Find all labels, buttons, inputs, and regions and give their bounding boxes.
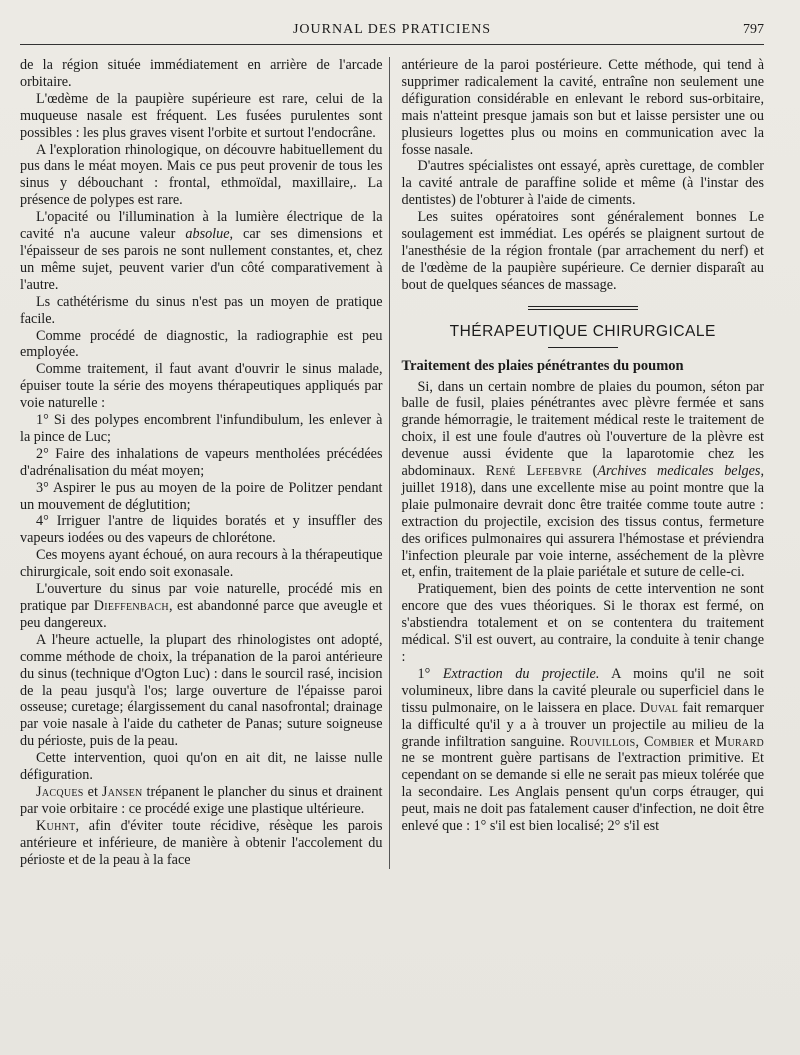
title-underline <box>548 347 618 348</box>
section-title: THÉRAPEUTIQUE CHIRURGICALE <box>449 322 716 340</box>
text-run: , est abandonné parce que aveugle et peu dangereux. <box>20 598 383 631</box>
text-run: , car ses dimensions et l'épaisseur de ses parois ne sont nullement constantes, et, chez un même sujet, peuvent varier d'un côté comparativement à l'autre. <box>20 226 383 293</box>
text-columns <box>20 57 764 869</box>
text-run: et <box>83 783 102 800</box>
author-name: Jansen <box>101 783 143 800</box>
list-item: 3° Aspirer le pus au moyen de la poire de Politzer pendant un mouvement de déglutition; <box>20 479 383 513</box>
author-name: Jacques <box>36 783 84 800</box>
page-header <box>20 22 764 45</box>
list-item: 4° Irriguer l'antre de liquides boratés et y insuffler des vapeurs iodées ou des vapeurs de chlorétone. <box>20 513 383 547</box>
paragraph: A l'exploration rhinologique, on découvre habituellement du pus dans le méat moyen. Mais ce pus peut provenir de tous les sinus y débouchant : frontal, ethmoïdal, maxillaire,. La présence de polypes est rare. <box>20 141 383 209</box>
author-name: Rouvillois <box>569 733 636 750</box>
paragraph <box>20 818 383 869</box>
paragraph: antérieure de la paroi postérieure. Cette méthode, qui tend à supprimer radicalement la cavité, entraîne non seulement une défiguration considérable en enlevant le rebord sus-orbitaire, mais n'atteint presque jamais son but et laisse persister une ou plusieurs logettes plus ou moins en communication avec la fosse nasale. <box>401 57 764 158</box>
paragraph: Ls cathétérisme du sinus n'est pas un moyen de pratique facile. <box>20 293 383 327</box>
author-name: René Lefebvre <box>485 463 583 480</box>
journal-title: JOURNAL DES PRATICIENS <box>292 22 492 37</box>
list-item: 1° Si des polypes encombrent l'infundibulum, les enlever à la pince de Luc; <box>20 412 383 445</box>
paragraph <box>20 784 383 818</box>
text-run: Si, dans un certain nombre de plaies du poumon, séton par balle de fusil, plaies pénétrantes avec plèvre fermée et sans grande hémorragie, le traitement médical reste le traitement de choix, il est une foule d'autres où l'ouverture de la plèvre est devenue aussi évidente que la laparotomie chez les abdominaux. <box>401 378 764 480</box>
paragraph: de la région située immédiatement en arrière de l'arcade orbitaire. <box>20 57 383 90</box>
paragraph: A l'heure actuelle, la plupart des rhinologistes ont adopté, comme méthode de choix, la trépanation de la paroi antérieure du sinus (technique d'Ogton Luc) : dans le sourcil rasé, incision de la peau jusqu'à l'os; large ouverture de l'épaisse paroi osseuse; curetage; élargissement du canal nasofrontal; drainage par voie nasale à l'aide du catheter de Panas; suture soigneuse du périoste, puis de la peau. <box>20 631 383 750</box>
article-title: Traitement des plaies pénétrantes du poumon <box>401 357 684 374</box>
paragraph: L'œdème de la paupière supérieure est rare, celui de la muqueuse nasale est fréquent. Les fusées purulentes sont possibles : les plus graves visent l'orbite et surtout l'endocrâne. <box>20 90 383 141</box>
page-number: 797 <box>743 22 764 37</box>
paragraph: Cette intervention, quoi qu'on en ait dit, ne laisse nulle défiguration. <box>20 750 383 784</box>
paragraph: Les suites opératoires sont généralement bonnes Le soulagement est immédiat. Les opérés se plaignent surtout de l'anesthésie de la région frontale (par arrachement du nerf) et de l'œdème de la paupière supérieure. Ce dernier disparaît au bout de quelques séances de massage. <box>401 209 764 293</box>
text-run: L'opacité ou l'illumination à la lumière électrique de la cavité n'a aucune valeur <box>20 209 383 243</box>
list-item: 2° Faire des inhalations de vapeurs mentholées précédées d'adrénalisation du méat moyen; <box>20 445 383 479</box>
paragraph <box>20 581 383 632</box>
text-run: , afin d'éviter toute récidive, résèque les parois antérieure et inférieure, de manière à obtenir l'accolement du périoste et de la peau à la face <box>20 817 383 868</box>
author-name: Duval <box>639 699 679 716</box>
text-run: A moins qu'il ne soit volumineux, libre dans la cavité pleurale ou superficiel dans le tissu pulmonaire, on le laissera en place. <box>401 665 764 716</box>
text-run: 1° <box>417 665 443 682</box>
left-column <box>20 57 390 869</box>
paragraph: Comme procédé de diagnostic, la radiographie est peu employée. <box>20 327 383 361</box>
text-run: fait remarquer la difficulté qu'il y a à trouver un projectile au milieu de la grande infiltration sanguine. <box>401 699 764 750</box>
paragraph: Comme traitement, il faut avant d'ouvrir le sinus malade, épuiser toute la série des moyens thérapeutiques appliqués par voie naturelle : <box>20 361 383 412</box>
paragraph <box>402 666 765 835</box>
paragraph <box>20 209 383 294</box>
author-name: Combier <box>643 733 695 750</box>
author-name: Dieffenbach <box>93 598 169 614</box>
paragraph: Ces moyens ayant échoué, on aura recours à la thérapeutique chirurgicale, soit endo soit exonasale. <box>20 547 383 581</box>
right-column <box>402 57 765 869</box>
text-run: , juillet 1918), dans une excellente mise au point montre que la plaie pulmonaire devrait donc être traitée comme toute autre : extraction du projectile, excision des tissus contus, fermeture des orifices pulmonaires qui assurera l'hémostase et préviendra l'infection pleurale par voie interne, asséchement de la plèvre et, enfin, traitement de la plaie pariétale et suture de celle-ci. <box>401 463 764 581</box>
text-run: et <box>694 733 715 750</box>
section-divider <box>528 306 638 310</box>
text-run: trépanent le plancher du sinus et drainent par voie orbitaire : ce procédé exige une plastique ultérieure. <box>20 783 383 817</box>
author-name: Murard <box>714 733 765 750</box>
text-run: , <box>635 733 644 750</box>
text-run: ( <box>582 463 598 480</box>
italic-heading: Extraction du projectile. <box>442 665 600 682</box>
journal-citation: Archives medicales belges <box>597 463 761 480</box>
text-run: ne se montrent guère partisans de l'extraction primitive. Et cependant on se demande si elle ne serait pas mieux tolérée que la secondaire. Les Anglais pensent qu'un corps étrauger, qui peut, mais ne doit pas fatalement causer d'infection, ne doit être enlevé que : 1° s'il est bien localisé; 2° s'il est <box>401 750 764 835</box>
italic-term: absolue <box>185 226 230 243</box>
paragraph: Pratiquement, bien des points de cette intervention ne sont encore que des vues théoriques. Si le thorax est fermé, on s'abstiendra totalement et on se contentera du traitement médical. S'il est ouvert, au contraire, la conduite à tenir change : <box>401 581 764 665</box>
paragraph: D'autres spécialistes ont essayé, après curettage, de combler la cavité antrale de paraffine solide et même (à l'instar des dentistes) de l'obturer à l'aide de ciments. <box>401 158 764 209</box>
paragraph <box>402 379 765 582</box>
text-run: L'ouverture du sinus par voie naturelle, procédé mis en pratique par <box>20 581 383 614</box>
author-name: Kuhnt <box>36 817 76 834</box>
